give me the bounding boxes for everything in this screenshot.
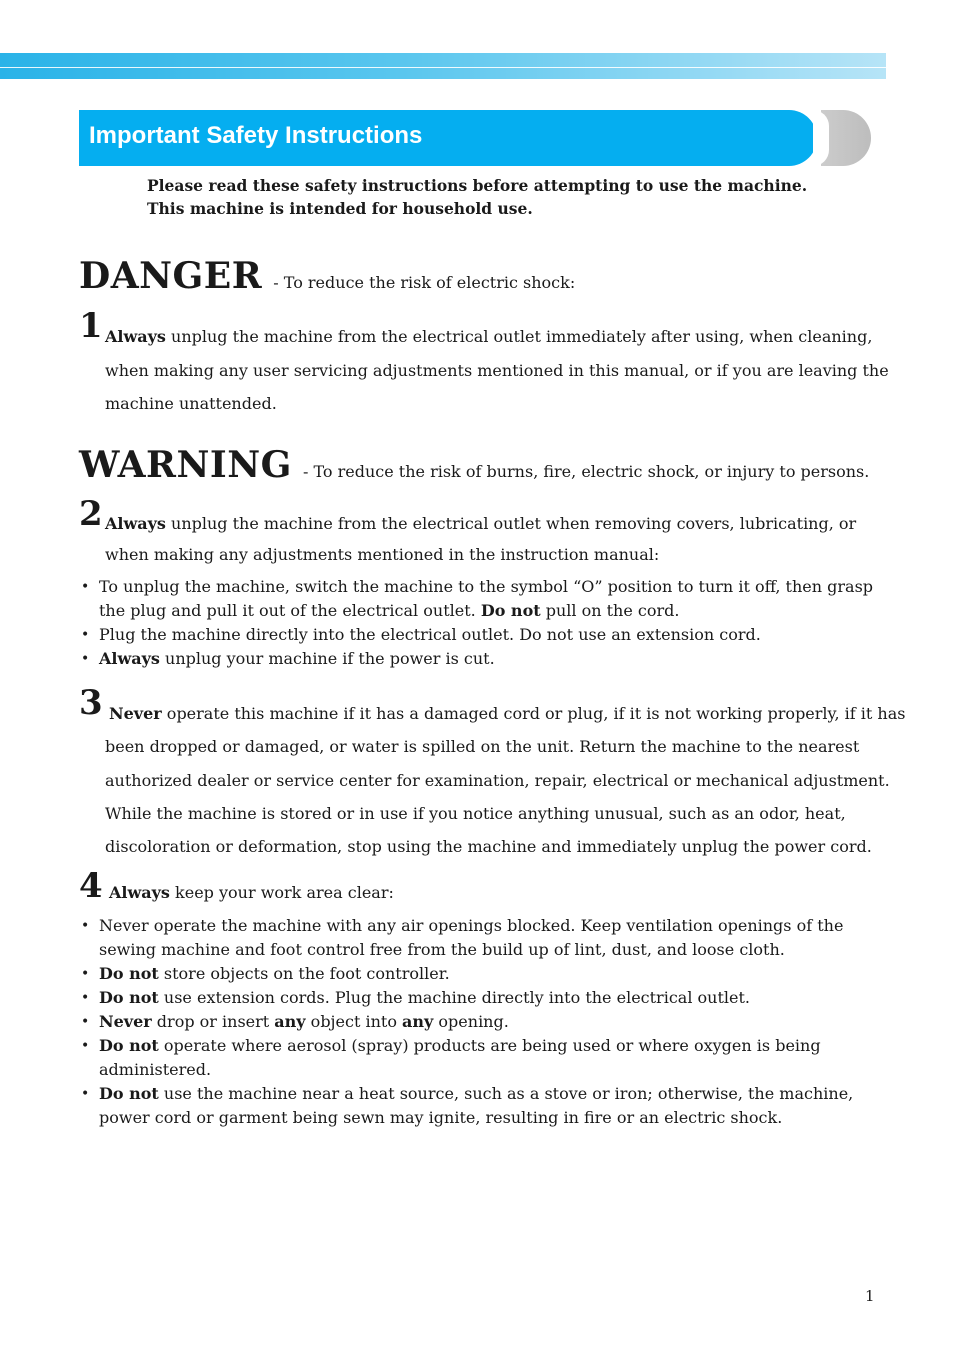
item-1-line-1: unplug the machine from the electrical outlet immediately after using, when cleaning,: [165, 327, 873, 346]
list-item: • Never drop or insert any object into any opening.: [79, 1010, 869, 1034]
header-band-rule: [0, 67, 886, 68]
item-2-line-1: unplug the machine from the electrical outlet when removing covers, lubricating, or: [165, 514, 857, 533]
item-4-lead: Always: [109, 883, 170, 902]
item-2-line-2: when making any adjustments mentioned in the instruction manual:: [105, 545, 660, 564]
item-number-4: 4: [79, 866, 103, 906]
item-4-text: keep your work area clear:: [169, 883, 394, 902]
item-number-3: 3: [79, 683, 103, 723]
bullet-icon: •: [81, 1038, 90, 1054]
danger-heading: [79, 255, 575, 297]
decorative-tab-icon: [821, 110, 871, 166]
section-title: Important Safety Instructions: [89, 122, 423, 149]
bullet-icon: •: [81, 966, 90, 982]
item-3-line-2: been dropped or damaged, or water is spilled on the unit. Return the machine to the nearest: [105, 737, 860, 757]
item-1-line-2: when making any user servicing adjustments mentioned in this manual, or if you are leaving the: [105, 360, 889, 380]
item-number-2: 2: [79, 494, 103, 534]
list-item: • To unplug the machine, switch the machine to the symbol “O” position to turn it off, then grasp the plug and pull it out of the electrical outlet. Do not pull on the cord.: [81, 577, 874, 620]
page-number: 1: [865, 1287, 875, 1305]
intro-text: [147, 174, 807, 220]
item-1-line-3: machine unattended.: [105, 394, 277, 413]
item-1: [105, 320, 889, 421]
item-3-line-3: authorized dealer or service center for examination, repair, electrical or mechanical adjustment.: [105, 770, 890, 790]
item-number-1: 1: [79, 306, 103, 346]
list-item: • Do not store objects on the foot controller.: [79, 962, 869, 986]
header-band: [0, 53, 886, 79]
item-4: [105, 880, 875, 906]
list-item: • Do not operate where aerosol (spray) products are being used or where oxygen is being administered.: [81, 1036, 821, 1079]
item-3-line-5: discoloration or deformation, stop using the machine and immediately unplug the power cord.: [105, 837, 872, 857]
item-3: [105, 697, 906, 863]
list-item: • Do not use extension cords. Plug the machine directly into the electrical outlet.: [79, 986, 869, 1010]
bullet-icon: •: [81, 918, 90, 934]
list-item: • Plug the machine directly into the electrical outlet. Do not use an extension cord.: [79, 623, 869, 647]
warning-heading: [79, 444, 869, 486]
item-3-line-1: operate this machine if it has a damaged cord or plug, if it is not working properly, if it has: [161, 704, 906, 723]
warning-subtitle: - To reduce the risk of burns, fire, electric shock, or injury to persons.: [302, 462, 870, 481]
item-3-line-4: While the machine is stored or in use if you notice anything unusual, such as an odor, heat,: [105, 803, 846, 823]
bullet-icon: •: [81, 651, 90, 667]
list-item: • Always unplug your machine if the power is cut.: [79, 647, 869, 671]
section-title-bar: [79, 110, 817, 166]
bullet-icon: •: [81, 990, 90, 1006]
item-2: [105, 508, 875, 570]
list-item: • Never operate the machine with any air openings blocked. Keep ventilation openings of the sewing machine and foot control free from the build up of lint, dust, and loose cloth.: [81, 916, 844, 959]
danger-word: DANGER: [79, 255, 263, 297]
list-item: • Do not use the machine near a heat source, such as a stove or iron; otherwise, the machine, power cord or garment being sewn may ignite, resulting in fire or an electric shock.: [81, 1084, 854, 1127]
bullet-icon: •: [81, 579, 90, 595]
item-2-lead: Always: [105, 514, 166, 533]
item-2-bullet-list: [79, 575, 874, 671]
item-3-lead: Never: [109, 704, 162, 723]
item-4-bullet-list: [79, 914, 869, 1130]
bullet-icon: •: [81, 1014, 90, 1030]
item-1-lead: Always: [105, 327, 166, 346]
intro-line-1: Please read these safety instructions before attempting to use the machine.: [147, 176, 808, 195]
warning-word: WARNING: [79, 444, 292, 486]
bullet-icon: •: [81, 627, 90, 643]
bullet-icon: •: [81, 1086, 90, 1102]
intro-line-2: This machine is intended for household use.: [147, 199, 533, 218]
danger-subtitle: - To reduce the risk of electric shock:: [273, 273, 576, 292]
